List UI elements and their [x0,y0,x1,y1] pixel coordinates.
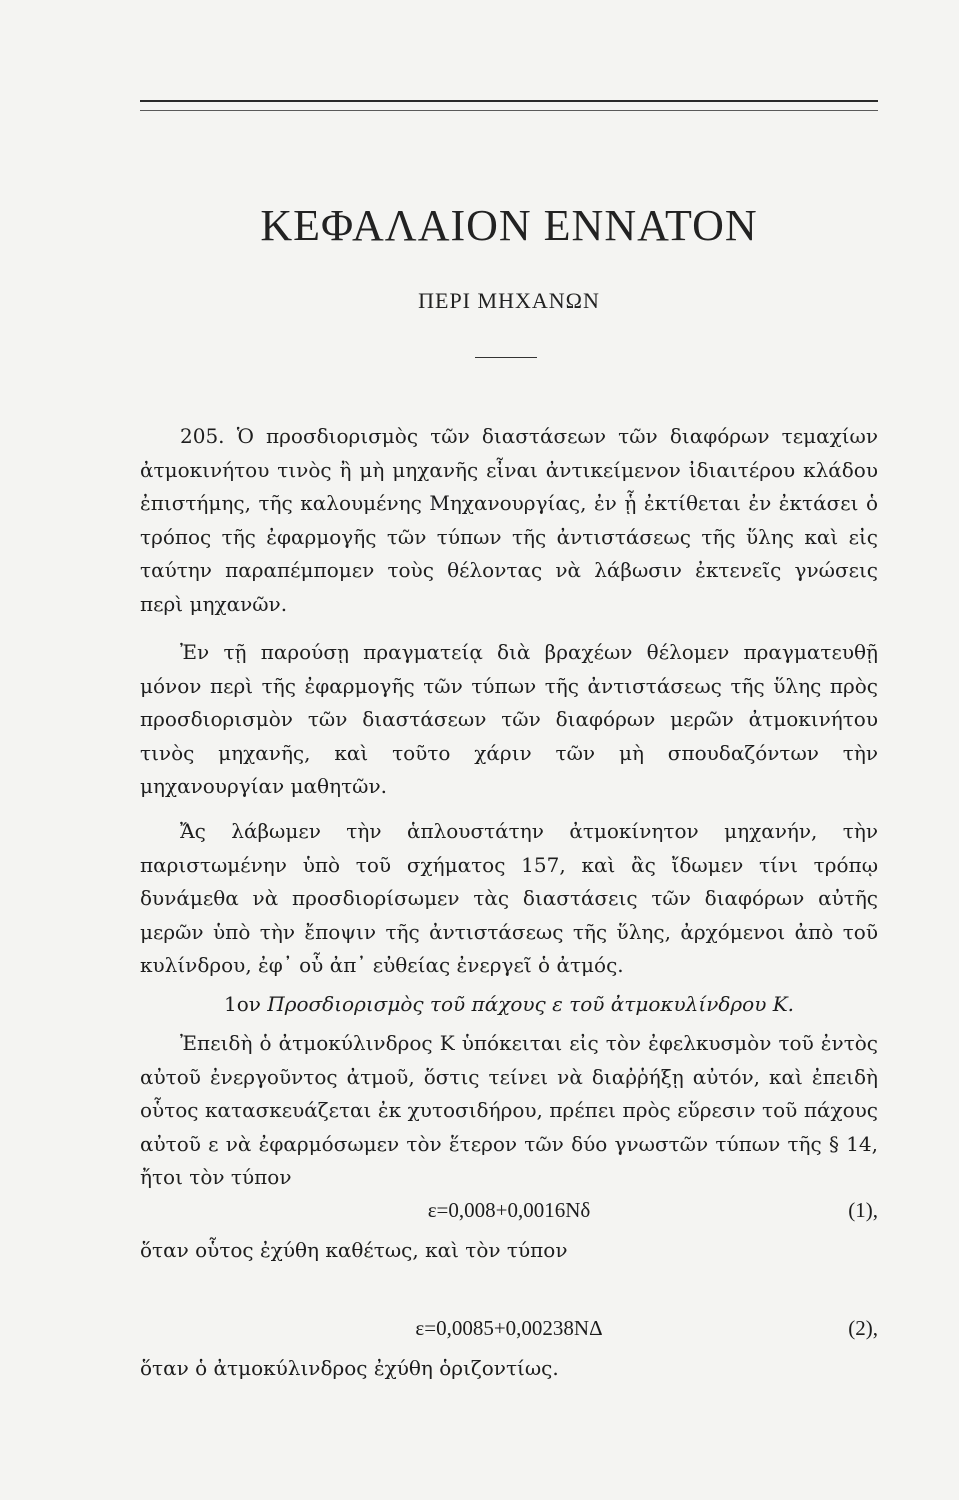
equation-2-number: (2), [848,1316,878,1340]
section-heading-text: Προσδιορισμὸς τοῦ πάχους ε τοῦ ἀτμοκυλίνδρου Κ. [267,992,795,1016]
text-after-equation-2: ὅταν ὁ ἀτμοκύλινδρος ἐχύθη ὁριζοντίως. [140,1356,559,1380]
paragraph-3: Ἄς λάβωμεν τὴν ἁπλουστάτην ἀτμοκίνητον μηχανήν, τὴν παριστωμένην ὑπὸ τοῦ σχήματος 157, καὶ ἂς ἴδωμεν τίνι τρόπῳ δυνάμεθα νὰ προσδιορίσωμεν τὰς διαστάσεις τῶν διαφόρων αὐτῆς μερῶν ὑπὸ τὴν ἔποψιν τῆς ἀντιστάσεως τῆς ὕλης, ἀρχόμενοι ἀπὸ τοῦ κυλίνδρου, ἐφ᾽ οὗ ἀπ᾽ εὐθείας ἐνεργεῖ ὁ ἀτμός. [140,819,878,977]
section-heading [140,992,878,1016]
text-after-equation-1: ὅταν οὗτος ἐχύθη καθέτως, καὶ τὸν τύπον [140,1238,568,1262]
equation-1-number: (1), [848,1198,878,1222]
equation-1-formula: ε=0,008+0,0016Nδ [427,1198,591,1222]
equation-2-formula: ε=0,0085+0,00238NΔ [415,1316,603,1340]
section-divider [475,357,537,358]
chapter-title: ΚΕΦΑΛΑΙΟΝ ΕΝΝΑΤΟΝ [260,201,758,250]
top-rule-thin [140,110,878,111]
top-rule [140,100,878,102]
paragraph-205: 205. Ὁ προσδιορισμὸς τῶν διαστάσεων τῶν διαφόρων τεμαχίων ἀτμοκινήτου τινὸς ἢ μὴ μηχανῆς εἶναι ἀντικείμενον ἰδιαιτέρου κλάδου ἐπιστήμης, τῆς καλουμένης Μηχανουργίας, ἐν ᾗ ἐκτίθεται ἐν ἐκτάσει ὁ τρόπος τῆς ἐφαρμογῆς τῶν τύπων τῆς ἀντιστάσεως τῆς ὕλης καὶ εἰς ταύτην παραπέμπομεν τοὺς θέλοντας νὰ λάβωσιν ἐκτενεῖς γνώσεις περὶ μηχανῶν. [140,424,878,616]
paragraph-4: Ἐπειδὴ ὁ ἀτμοκύλινδρος Κ ὑπόκειται εἰς τὸν ἐφελκυσμὸν τοῦ ἐντὸς αὐτοῦ ἐνεργοῦντος ἀτμοῦ, ὅστις τείνει νὰ διαῤῥήξῃ αὐτόν, καὶ ἐπειδὴ οὗτος κατασκευάζεται ἐκ χυτοσιδήρου, πρέπει πρὸς εὕρεσιν τοῦ πάχους αὐτοῦ ε νὰ ἐφαρμόσωμεν τὸν ἕτερον τῶν δύο γνωστῶν τύπων τῆς § 14, ἤτοι τὸν τύπον [140,1031,878,1189]
section-number: 1ον [223,992,261,1016]
paragraph-2: Ἐν τῇ παρούσῃ πραγματείᾳ διὰ βραχέων θέλομεν πραγματευθῇ μόνον περὶ τῆς ἐφαρμογῆς τῶν τύπων τῆς ἀντιστάσεως τῆς ὕλης πρὸς προσδιορισμὸν τῶν διαστάσεων τῶν διαφόρων μερῶν ἀτμοκινήτου τινὸς μηχανῆς, καὶ τοῦτο χάριν τῶν μὴ σπουδαζόντων τὴν μηχανουργίαν μαθητῶν. [140,640,878,798]
chapter-subtitle: ΠΕΡΙ ΜΗΧΑΝΩΝ [418,288,600,313]
